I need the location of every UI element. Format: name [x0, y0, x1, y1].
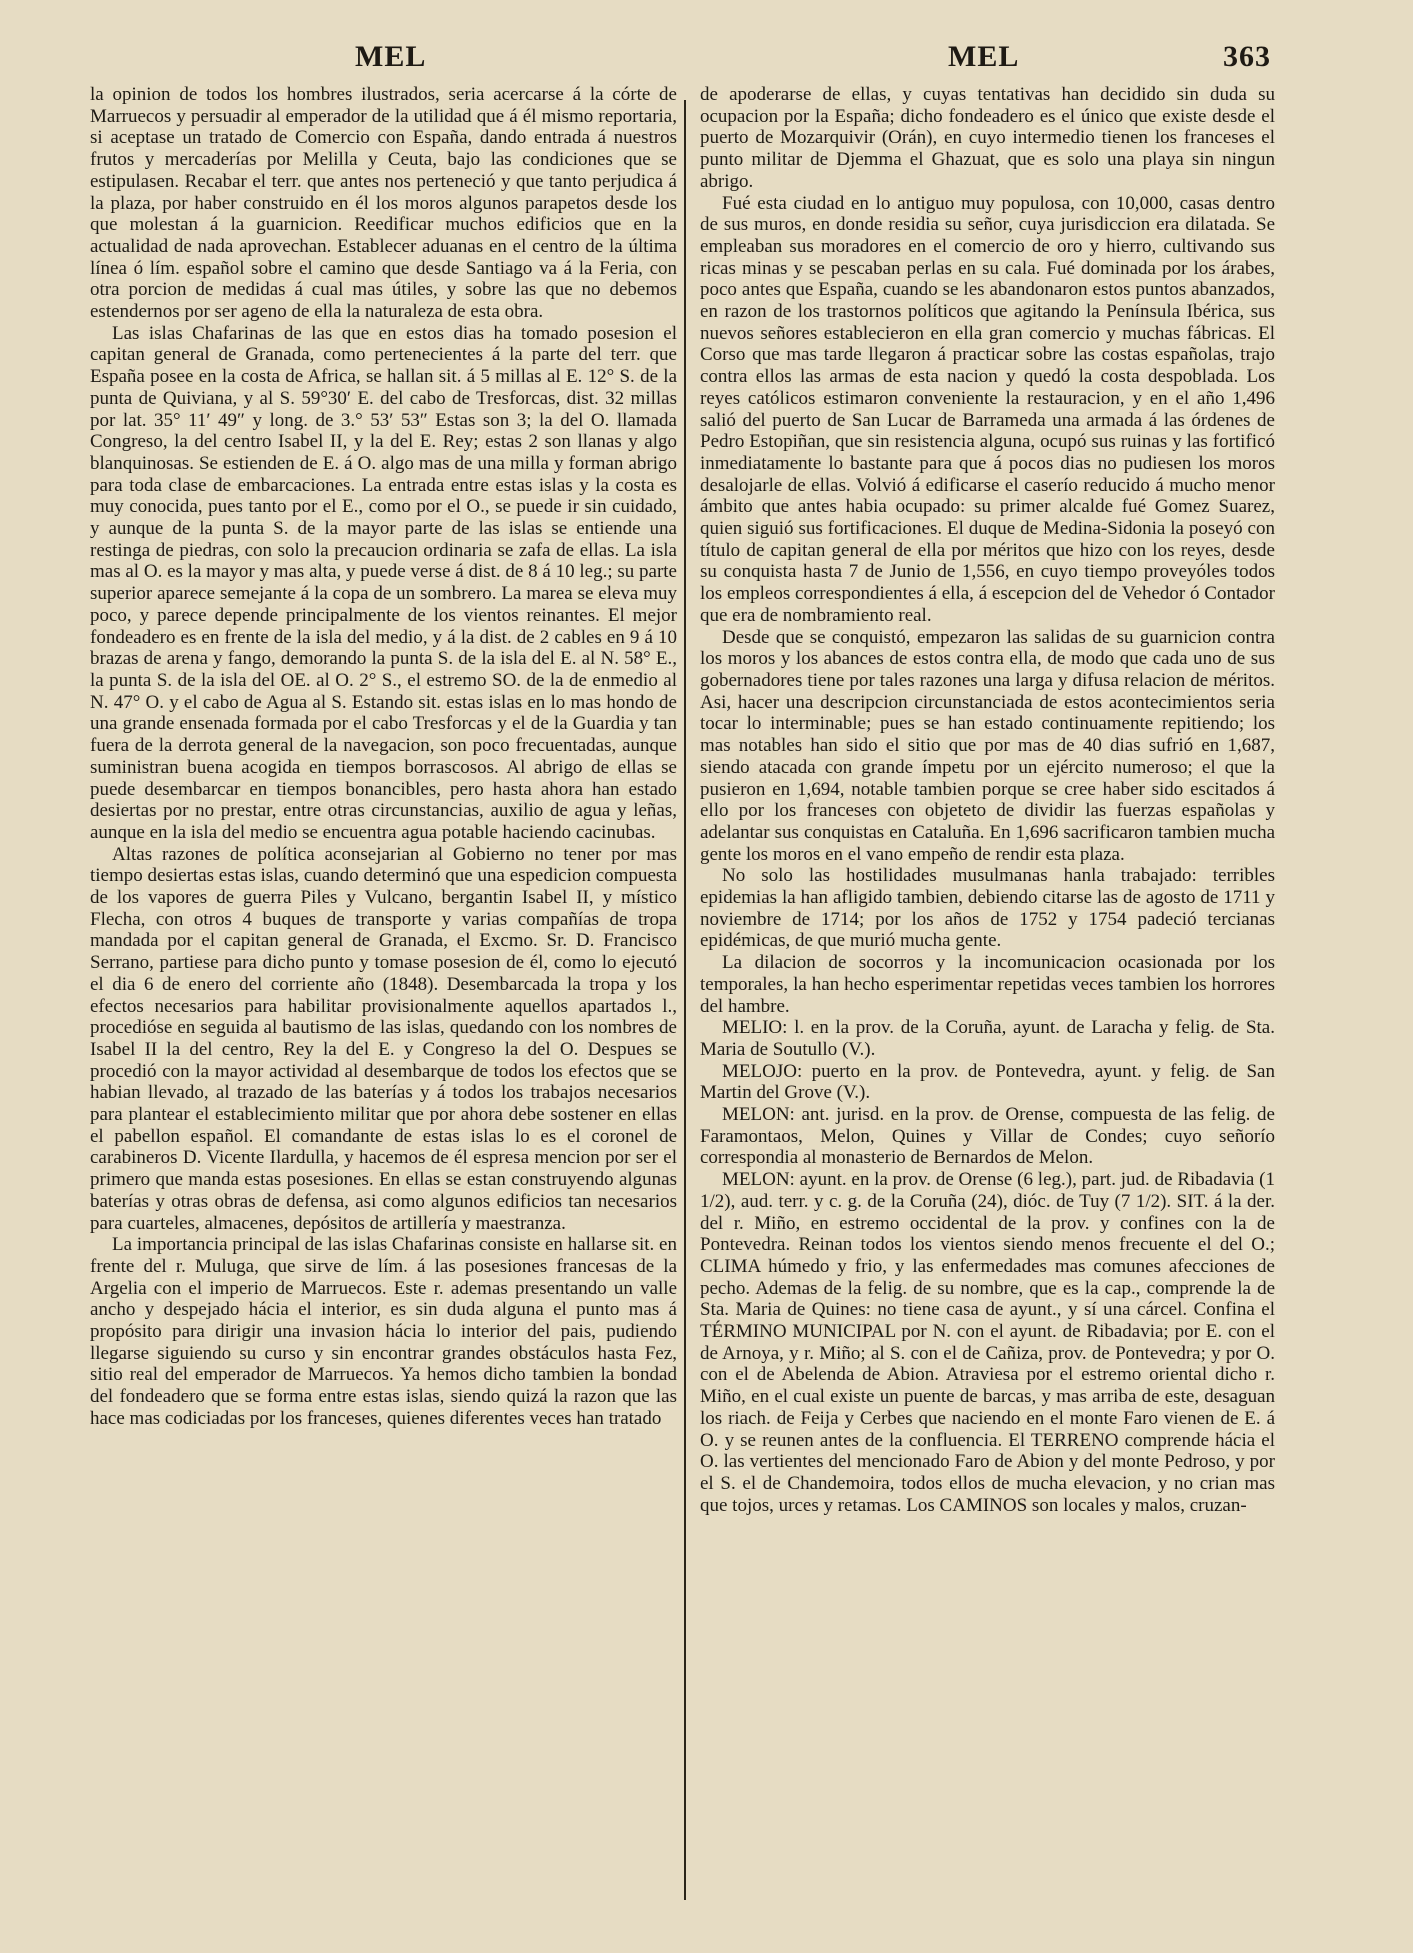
paragraph: La dilacion de socorros y la incomunicacion ocasionada por los temporales, la han hecho esperimentar repetidas veces tambien los horrores del hambre. — [700, 952, 1275, 1017]
entry-melon-ayunt: MELON: ayunt. en la prov. de Orense (6 leg.), part. jud. de Ribadavia (1 1/2), aud. terr. y c. g. de la Coruña (24), dióc. de Tuy (7 1/2). SIT. á la der. del r. Miño, en estremo occidental de la prov. y confines con la de Pontevedra. Reinan todos los vientos siendo menos frecuente el del O.; CLIMA húmedo y frio, y las enfermedades mas comunes afecciones de pecho. Ademas de la felig. de su nombre, que es la cap., comprende la de Sta. Maria de Quines: no tiene casa de ayunt., y sí una cárcel. Confina el TÉRMINO MUNICIPAL por N. con el ayunt. de Ribadavia; por E. con el de Arnoya, y r. Miño; al S. con el de Cañiza, prov. de Pontevedra; y por O. con el de Abelenda de Abion. Atraviesa por el estremo oriental dicho r. Miño, en el cual existe un puente de barcas, y mas arriba de este, desaguan los riach. de Feija y Cerbes que naciendo en el monte Faro vienen de E. á O. y se reunen antes de la confluencia. El TERRENO comprende hácia el O. las vertientes del mencionado Faro de Abion y del monte Pedroso, y por el S. el de Chandemoira, todos ellos de mucha elevacion, y no crian mas que tojos, urces y retamas. Los CAMINOS son locales y malos, cruzan- — [700, 1169, 1275, 1516]
left-column — [90, 84, 677, 1934]
right-column — [700, 84, 1275, 1934]
paragraph: Altas razones de política aconsejarian al Gobierno no tener por mas tiempo desiertas estas islas, cuando determinó que una espedicion compuesta de los vapores de guerra Piles y Vulcano, bergantin Isabel II, y místico Flecha, con otros 4 buques de transporte y varias compañías de tropa mandada por el capitan general de Granada, el Excmo. Sr. D. Francisco Serrano, partiese para dicho punto y tomase posesion de él, como lo ejecutó el dia 6 de enero del corriente año (1848). Desembarcada la tropa y los efectos necesarios para habilitar provisionalmente aquellos apartados l., procedióse en seguida al bautismo de las islas, quedando con los nombres de Isabel II la del centro, Rey la del E. y Congreso la del O. Despues se procedió con la mayor actividad al desembarque de todos los efectos que se habian llevado, al trazado de las baterías y á todos los trabajos necesarios para plantear el establecimiento militar que por ahora debe sostener en ellas el pabellon español. El comandante de estas islas lo es el coronel de carabineros D. Vicente Ilardulla, y hacemos de él espresa mencion por ser el primero que manda estas posesiones. En ellas se estan construyendo algunas baterías y otras obras de defensa, asi como algunos edificios tan necesarios para cuarteles, almacenes, depósitos de artillería y maestranza. — [90, 843, 677, 1234]
paragraph: No solo las hostilidades musulmanas hanla trabajado: terribles epidemias la han afligido tambien, debiendo citarse las de agosto de 1711 y noviembre de 1714; por los años de 1752 y 1754 padeció tercianas epidémicas, de que murió mucha gente. — [700, 865, 1275, 952]
paragraph: Desde que se conquistó, empezaron las salidas de su guarnicion contra los moros y los abances de estos contra ella, de modo que cada uno de sus gobernadores tiene por tales razones una larga y difusa relacion de méritos. Asi, hacer una descripcion circunstanciada de estos acontecimientos seria tocar lo interminable; pues se han estado continuamente repitiendo; los mas notables han sido el sitio que por mas de 40 dias sufrió en 1,687, siendo atacada con grande ímpetu por un ejército numeroso; el que la pusieron en 1,694, notable tambien porque se cree haber sido escitados á ello por los franceses con objeteto de dividir las fuerzas españolas y adelantar sus conquistas en Cataluña. En 1,696 sacrificaron tambien mucha gente los moros en el vano empeño de rendir esta plaza. — [700, 626, 1275, 865]
paragraph: de apoderarse de ellas, y cuyas tentativas han decidido sin duda su ocupacion por la España; dicho fondeadero es el único que existe desde el puerto de Mozarquivir (Orán), en cuyo intermedio tienen los franceses el punto militar de Djemma el Ghazuat, que es solo una playa sin ningun abrigo. — [700, 84, 1275, 192]
paragraph: La importancia principal de las islas Chafarinas consiste en hallarse sit. en frente del r. Muluga, que sirve de lím. á las posesiones francesas de la Argelia con el imperio de Marruecos. Este r. ademas presentando un valle ancho y despejado hácia el interior, es sin duda alguna el punto mas á propósito para dirigir una invasion hácia lo interior del pais, pudiendo llegarse siguiendo su curso y sin encontrar grandes obstáculos hasta Fez, sitio real del emperador de Marruecos. Ya hemos dicho tambien la bondad del fondeadero que se forma entre estas islas, siendo quizá la razon que las hace mas codiciadas por los franceses, quienes diferentes veces han tratado — [90, 1234, 677, 1429]
running-head-left: MEL — [355, 40, 427, 73]
running-head-right: MEL — [948, 40, 1020, 73]
entry-melio: MELIO: l. en la prov. de la Coruña, ayunt. de Laracha y felig. de Sta. Maria de Soutullo (V.). — [700, 1017, 1275, 1060]
entry-melojo: MELOJO: puerto en la prov. de Pontevedra, ayunt. y felig. de San Martin del Grove (V.). — [700, 1060, 1275, 1104]
column-divider — [684, 100, 686, 1900]
paragraph: Las islas Chafarinas de las que en estos dias ha tomado posesion el capitan general de Granada, como pertenecientes á la parte del terr. que España posee en la costa de Africa, se hallan sit. á 5 millas al E. 12° S. de la punta de Quiviana, y al S. 59°30′ E. del cabo de Tresforcas, dist. 32 millas por lat. 35° 11′ 49″ y long. de 3.° 53′ 53″ Estas son 3; la del O. llamada Congreso, la del centro Isabel II, y la del E. Rey; estas 2 son llanas y algo blanquinosas. Se estienden de E. á O. algo mas de una milla y forman abrigo para toda clase de embarcaciones. La entrada entre estas islas y la costa es muy conocida, pues tanto por el E., como por el O., se puede ir sin cuidado, y aunque de la punta S. de la mayor parte de las islas se entiende una restinga de piedras, con solo la precaucion ordinaria se zafa de ellas. La isla mas al O. es la mayor y mas alta, y puede verse á dist. de 8 á 10 leg.; su parte superior aparece semejante á la copa de un sombrero. La marea se eleva muy poco, y parece depende principalmente de los vientos reinantes. El mejor fondeadero es en frente de la isla del medio, y á la dist. de 2 cables en 9 á 10 brazas de arena y fango, demorando la punta S. de la isla del E. al N. 58° E., la punta S. de la isla del OE. al O. 2° S., el estremo SO. de la de enmedio al N. 47° O. y el cabo de Agua al S. Estando sit. estas islas en lo mas hondo de una grande ensenada formada por el cabo Tresforcas y el de la Guardia y tan fuera de la derrota general de la navegacion, son poco frecuentadas, aunque suministran buena acogida en tiempos borrascosos. Al abrigo de ellas se puede desembarcar en tiempos bonancibles, pero hasta ahora han estado desiertas por no prestar, entre otras circunstancias, auxilio de agua y leñas, aunque en la isla del medio se encuentra agua potable haciendo cacinubas. — [90, 322, 677, 843]
entry-melon-jurisd: MELON: ant. jurisd. en la prov. de Orense, compuesta de las felig. de Faramontaos, Melon, Quines y Villar de Condes; cuyo señorío correspondia al monasterio de Bernardos de Melon. — [700, 1104, 1275, 1169]
paragraph: Fué esta ciudad en lo antiguo muy populosa, con 10,000, casas dentro de sus muros, en donde residia su señor, cuya jurisdiccion era dilatada. Se empleaban sus moradores en el comercio de oro y hierro, cultivando sus ricas minas y se pescaban perlas en su cala. Fué dominada por los árabes, poco antes que España, cuando se les abandonaron estos puntos abanzados, en razon de los trastornos políticos que agitando la Península Ibérica, sus nuevos señores establecieron en ella gran comercio y muchas fábricas. El Corso que mas tarde llegaron á practicar sobre las costas españolas, trajo contra ellos las armas de esta nacion y quedó la costa despoblada. Los reyes católicos estimaron conveniente la restauracion, y en el año 1,496 salió del puerto de San Lucar de Barrameda una armada á las órdenes de Pedro Estopiñan, que sin resistencia alguna, ocupó sus ruinas y las fortificó inmediatamente lo bastante para que á pocos dias no pudiesen los moros desalojarle de ellas. Volvió á edificarse el caserío reducido á mucho menor ámbito que antes habia ocupado: su primer alcalde fué Gomez Suarez, quien siguió sus fortificaciones. El duque de Medina-Sidonia la poseyó con título de capitan general de ella por méritos que hizo con los reyes, desde su conquista hasta 7 de Junio de 1,556, en cuyo tiempo proveyóles todos los empleos correspondientes á ella, á escepcion del de Vehedor ó Contador que era de nombramiento real. — [700, 192, 1275, 626]
page-number: 363 — [1223, 40, 1271, 73]
paragraph: la opinion de todos los hombres ilustrados, seria acercarse á la córte de Marruecos y persuadir al emperador de la utilidad que á él mismo reportaria, si aceptase un tratado de Comercio con España, dando entrada á nuestros frutos y mercaderías por Melilla y Ceuta, bajo las condiciones que se estipulasen. Recabar el terr. que antes nos perteneció y que tanto perjudica á la plaza, por haber construido en él los moros algunos parapetos desde los que molestan á la guarnicion. Reedificar muchos edificios que en la actualidad de nada aprovechan. Establecer aduanas en el centro de la última línea ó lím. español sobre el camino que desde Santiago va á la Feria, con otra porcion de medidas á cual mas útiles, y sobre las que no debemos estendernos por ser ageno de ella la naturaleza de esta obra. — [90, 84, 677, 323]
